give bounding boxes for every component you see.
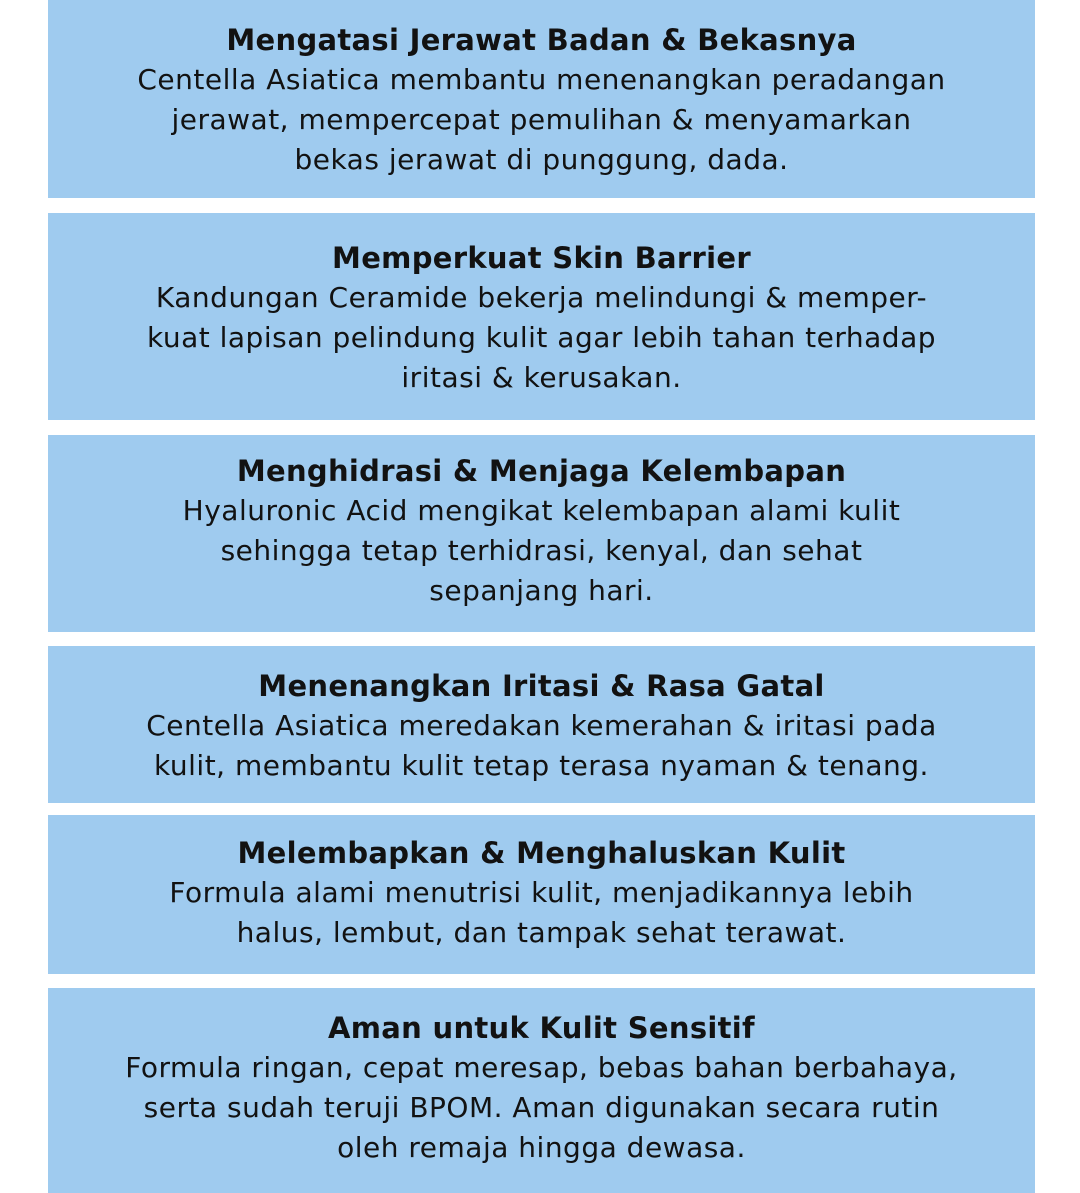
benefit-title: Mengatasi Jerawat Badan & Bekasnya xyxy=(226,23,857,57)
benefit-title: Memperkuat Skin Barrier xyxy=(332,241,751,275)
benefit-description: Centella Asiatica membantu menenangkan peradangan jerawat, mempercepat pemulihan & menyamarkan bekas jerawat di punggung, dada. xyxy=(137,63,946,176)
benefit-description: Formula alami menutrisi kulit, menjadikannya lebih halus, lembut, dan tampak sehat terawat. xyxy=(169,876,914,949)
benefit-description: Centella Asiatica meredakan kemerahan & iritasi pada kulit, membantu kulit tetap terasa nyaman & tenang. xyxy=(146,709,937,782)
benefit-title: Menghidrasi & Menjaga Kelembapan xyxy=(236,454,847,488)
benefit-card-soothing xyxy=(48,646,1035,803)
benefit-description: Hyaluronic Acid mengikat kelembapan alami kulit sehingga tetap terhidrasi, kenyal, dan sehat sepanjang hari. xyxy=(182,494,901,607)
benefit-title: Menenangkan Iritasi & Rasa Gatal xyxy=(258,669,825,703)
benefit-card-skin-barrier xyxy=(48,213,1035,420)
benefit-title: Melembapkan & Menghaluskan Kulit xyxy=(237,836,846,870)
benefit-description: Kandungan Ceramide bekerja melindungi & memper- kuat lapisan pelindung kulit agar lebih tahan terhadap iritasi & kerusakan. xyxy=(146,281,937,394)
benefit-card-hydration xyxy=(48,435,1035,632)
benefit-description: Formula ringan, cepat meresap, bebas bahan berbahaya, serta sudah teruji BPOM. Aman digunakan secara rutin oleh remaja hingga dewasa. xyxy=(125,1051,958,1164)
benefit-title: Aman untuk Kulit Sensitif xyxy=(328,1011,755,1045)
benefit-card-sensitive-skin xyxy=(48,988,1035,1193)
benefit-card-moisturizing xyxy=(48,815,1035,974)
benefit-card-acne xyxy=(48,0,1035,198)
